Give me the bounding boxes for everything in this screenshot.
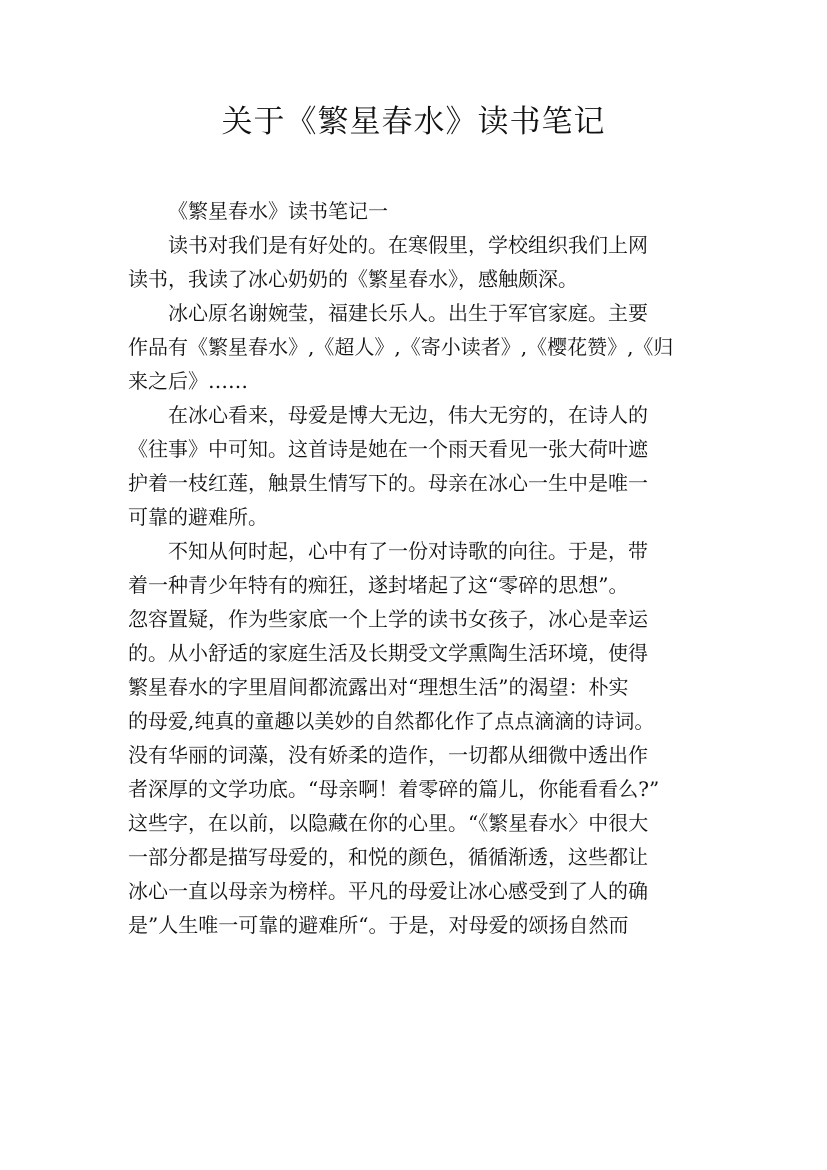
paragraph-line: 冰心原名谢婉莹，福建长乐人。出生于军官家庭。主要 (168, 301, 648, 325)
paragraph-line: 可靠的避难所。 (128, 505, 268, 529)
document-title: 关于《繁星春水》读书笔记 (221, 104, 606, 140)
paragraph-line: 没有华丽的词藻，没有娇柔的造作，一切都从细微中透出作 (128, 743, 648, 767)
document-body (128, 194, 708, 942)
paragraph-line: 一部分都是描写母爱的，和悦的颜色，循循渐透，这些都让 (128, 845, 648, 869)
section-subtitle: 《繁星春水》读书笔记一 (168, 199, 388, 223)
paragraph-4 (128, 534, 708, 942)
paragraph-line: 护着一枝红莲，触景生情写下的。母亲在冰心一生中是唯一 (128, 471, 648, 495)
paragraph-line: 《往事》中可知。这首诗是她在一个雨天看见一张大荷叶遮 (128, 437, 648, 461)
paragraph-2 (128, 296, 708, 398)
paragraph-line: 读书，我读了冰心奶奶的《繁星春水》，感触颇深。 (128, 267, 578, 291)
paragraph-line: 在冰心看来，母爱是博大无边，伟大无穷的，在诗人的 (168, 403, 648, 427)
paragraph-line: 是”人生唯一可靠的避难所“。于是，对母爱的颂扬自然而 (128, 913, 629, 937)
paragraph-3 (128, 398, 708, 534)
paragraph-line: 的母爱,纯真的童趣以美妙的自然都化作了点点滴滴的诗词。 (128, 709, 655, 733)
paragraph-line: 读书对我们是有好处的。在寒假里，学校组织我们上网 (168, 233, 648, 257)
paragraph-line: 这些字，在以前，以隐藏在你的心里。“《繁星春水〉中很大 (128, 811, 649, 835)
paragraph-line: 着一种青少年特有的痴狂，遂封堵起了这“零碎的思想”。 (128, 573, 629, 597)
paragraph-line: 不知从何时起，心中有了一份对诗歌的向往。于是，带 (168, 539, 648, 563)
paragraph-line: 作品有《繁星春水》,《超人》,《寄小读者》,《樱花赞》,《归 (128, 335, 674, 359)
paragraph-line: 繁星春水的字里眉间都流露出对“理想生活”的渴望：朴实 (128, 675, 629, 699)
paragraph-line: 忽容置疑，作为些家底一个上学的读书女孩子，冰心是幸运 (128, 607, 648, 631)
paragraph-1 (128, 228, 708, 296)
paragraph-line: 的。从小舒适的家庭生活及长期受文学熏陶生活环境，使得 (128, 641, 648, 665)
paragraph-line: 来之后》…… (128, 369, 248, 393)
paragraph-line: 冰心一直以母亲为榜样。平凡的母爱让冰心感受到了人的确 (128, 879, 648, 903)
paragraph-line: 者深厚的文学功底。“母亲啊！着零碎的篇儿，你能看看么?” (128, 777, 660, 801)
